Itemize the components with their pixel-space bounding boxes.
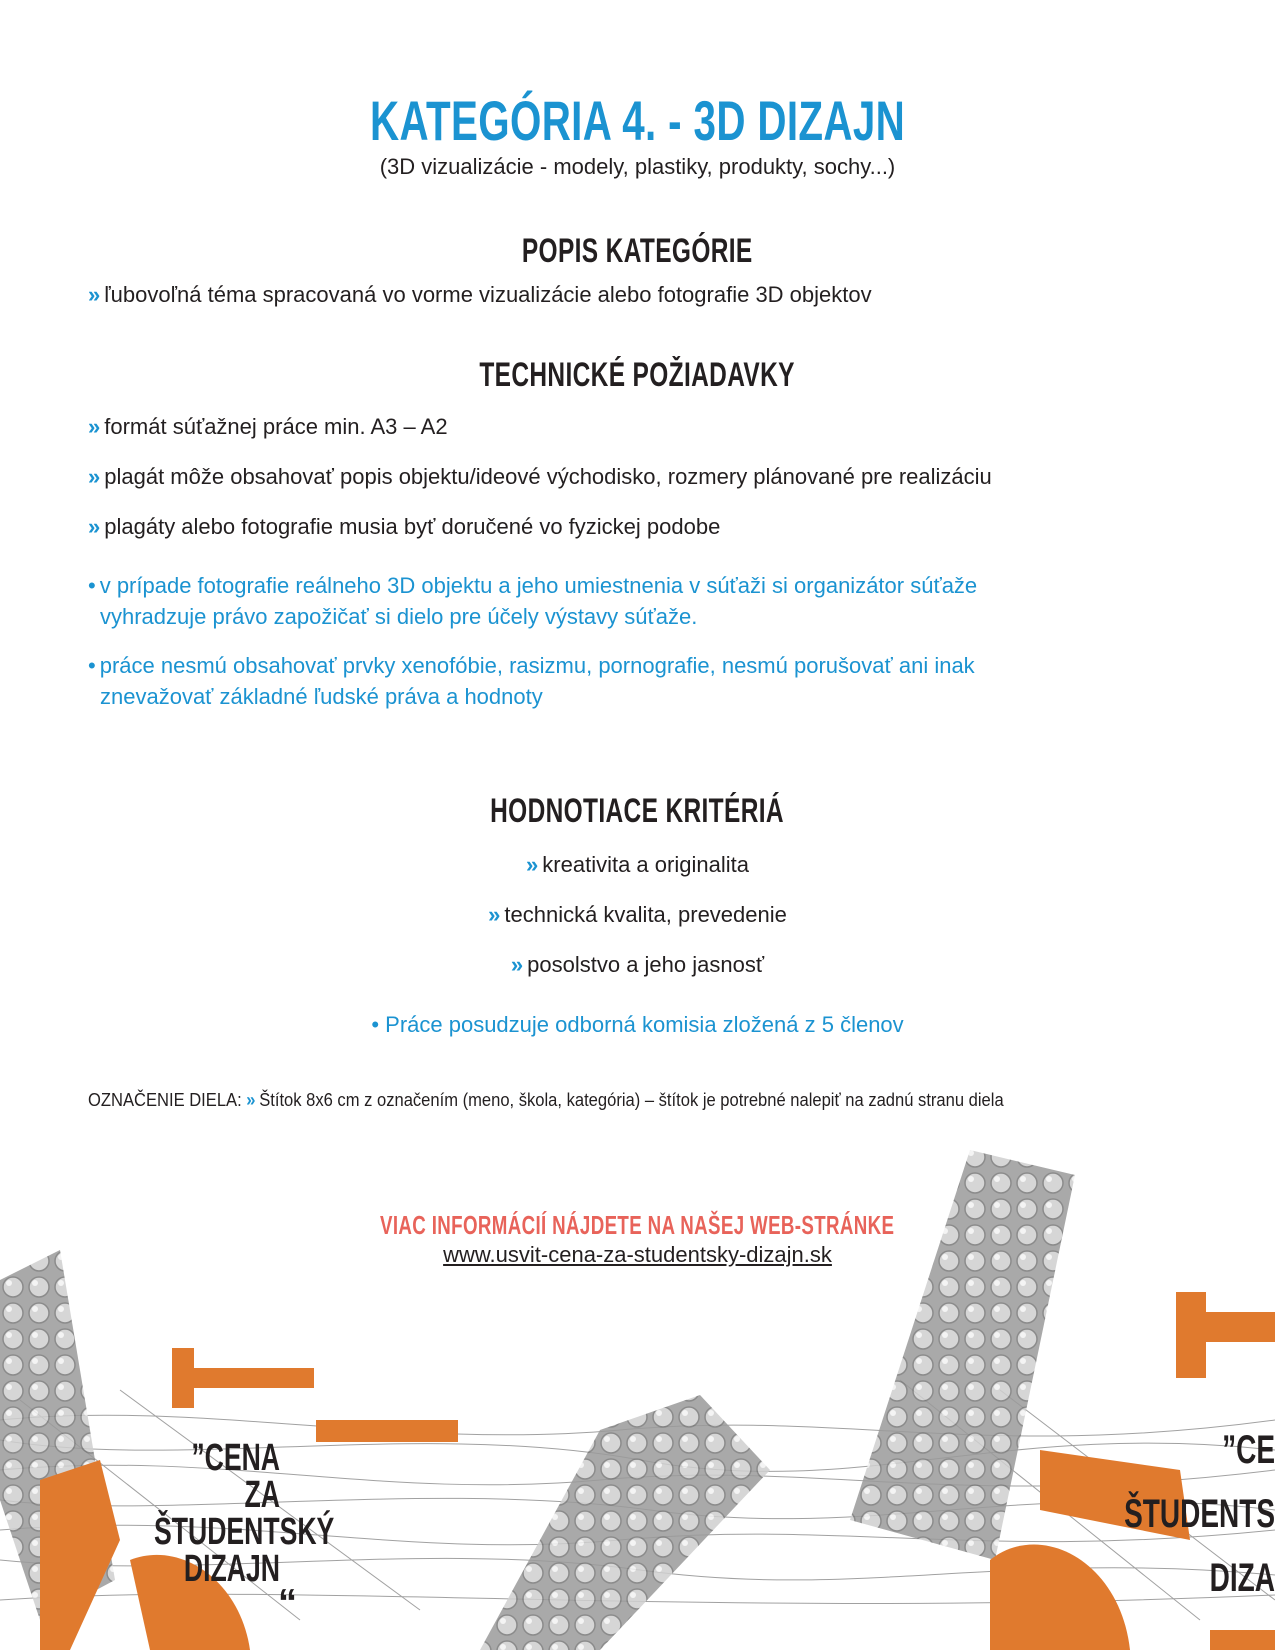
dot-marker-icon: • (88, 573, 96, 598)
bullet-marker-icon: » (488, 902, 501, 927)
more-info-text: VIAC INFORMÁCIÍ NÁJDETE NA NAŠEJ WEB-STRÁNKE (380, 1210, 895, 1240)
list-item-text: plagát môže obsahovať popis objektu/ideové východisko, rozmery plánované pre realizáciu (104, 464, 992, 489)
more-info-heading (0, 1210, 1275, 1241)
bullet-marker-icon: » (88, 282, 101, 307)
logo-line: ŠTUDENTSKÝ (154, 1511, 335, 1553)
bullet-marker-icon: » (510, 952, 524, 977)
jury-note-text: Práce posudzuje odborná komisia zložená z 5 členov (385, 1012, 904, 1037)
list-item (88, 514, 720, 540)
page-title (0, 88, 1275, 153)
list-item (0, 902, 1275, 928)
note-item (88, 570, 1048, 632)
dot-marker-icon: • (371, 1012, 380, 1037)
bullet-marker-icon: » (88, 414, 101, 439)
website-link[interactable]: www.usvit-cena-za-studentsky-dizajn.sk (443, 1242, 832, 1267)
logo-close-quote: “ (278, 1582, 297, 1624)
section-heading-hodnotiace (0, 792, 1275, 831)
list-item-text: formát súťažnej práce min. A3 – A2 (104, 414, 448, 439)
note-item (88, 650, 1048, 712)
logo-line: DIZA (1209, 1556, 1275, 1600)
labeling-info (88, 1090, 1083, 1111)
logo-left (154, 1437, 335, 1590)
page-title-text: KATEGÓRIA 4. - 3D DIZAJN (369, 89, 906, 152)
website-url (0, 1242, 1275, 1268)
bullet-marker-icon: » (246, 1090, 256, 1110)
section-heading-technicke (0, 356, 1275, 395)
jury-note (0, 1012, 1275, 1038)
list-item (0, 852, 1275, 878)
bullet-marker-icon: » (88, 464, 101, 489)
list-item-text: plagáty alebo fotografie musia byť doručené vo fyzickej podobe (104, 514, 721, 539)
logo-line: ŠTUDENTS (1124, 1492, 1275, 1536)
bullet-marker-icon: » (88, 514, 101, 539)
note-line: vyhradzuje právo zapožičať si dielo pre účely výstavy súťaže. (100, 604, 698, 629)
section-heading-popis-text: POPIS KATEGÓRIE (522, 232, 753, 270)
page-subtitle: (3D vizualizácie - modely, plastiky, produkty, sochy...) (379, 154, 896, 179)
list-item-text: technická kvalita, prevedenie (504, 902, 787, 927)
list-item (88, 414, 448, 440)
list-item (88, 282, 872, 308)
labeling-label: OZNAČENIE DIELA: (88, 1090, 242, 1110)
labeling-text: Štítok 8x6 cm z označením (meno, škola, kategória) – štítok je potrebné nalepiť na zadnú stranu diela (259, 1090, 1004, 1110)
logo-line: ZA (244, 1474, 280, 1516)
section-heading-popis (0, 232, 1275, 271)
note-line: práce nesmú obsahovať prvky xenofóbie, rasizmu, pornografie, nesmú porušovať ani inak (99, 653, 975, 678)
note-line: v prípade fotografie reálneho 3D objektu a jeho umiestnenia v súťaži si organizátor súťaže (99, 573, 978, 598)
logo-right (1086, 1418, 1275, 1610)
list-item (88, 464, 992, 490)
section-heading-hodnotiace-text: HODNOTIACE KRITÉRIÁ (490, 792, 785, 830)
bubble-wrap-center (480, 1395, 770, 1650)
list-item-text: kreativita a originalita (542, 852, 749, 877)
list-item-text: posolstvo a jeho jasnosť (527, 952, 765, 977)
logo-line: ”CENA (191, 1437, 280, 1479)
logo-line: ”CE (1222, 1428, 1275, 1472)
logo-line: DIZAJN (183, 1548, 280, 1590)
list-item-text: ľubovoľná téma spracovaná vo vorme vizualizácie alebo fotografie 3D objektov (104, 282, 872, 307)
note-line: znevažovať základné ľudské práva a hodnoty (100, 684, 543, 709)
bullet-marker-icon: » (526, 852, 539, 877)
section-heading-technicke-text: TECHNICKÉ POŽIADAVKY (479, 356, 796, 394)
dot-marker-icon: • (88, 653, 96, 678)
list-item (0, 952, 1275, 978)
